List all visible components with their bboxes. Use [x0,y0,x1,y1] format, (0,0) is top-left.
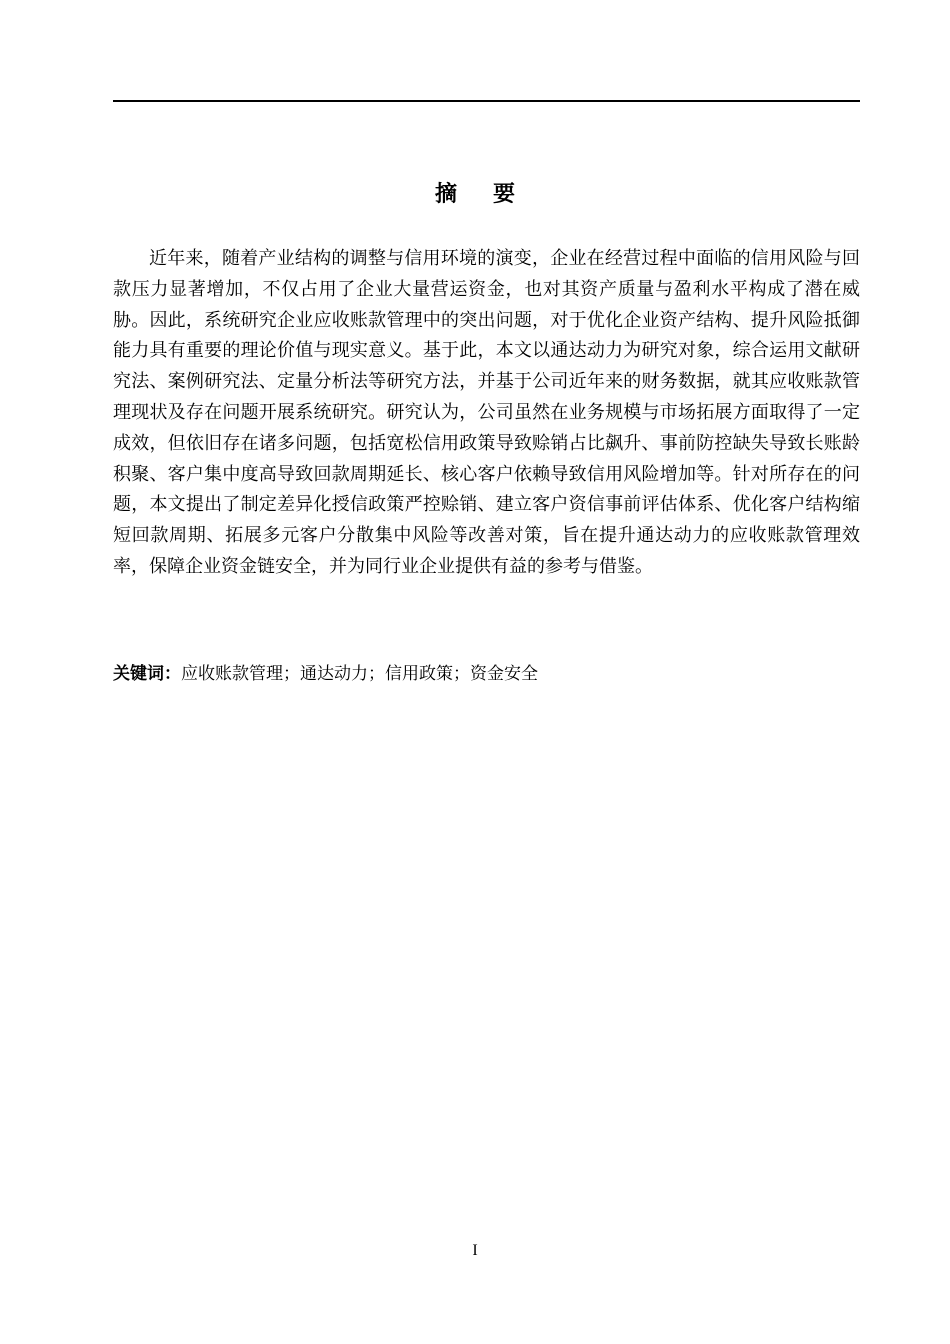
page-number: I [472,1242,478,1259]
keywords-label: 关键词： [113,664,181,684]
header-rule [113,100,860,102]
abstract-body: 近年来，随着产业结构的调整与信用环境的演变，企业在经营过程中面临的信用风险与回款压力显著增加，不仅占用了企业大量营运资金，也对其资产质量与盈利水平构成了潜在威胁。因此，系统研究企业应收账款管理中的突出问题，对于优化企业资产结构、提升风险抵御能力具有重要的理论价值与现实意义。基于此，本文以通达动力为研究对象，综合运用文献研究法、案例研究法、定量分析法等研究方法，并基于公司近年来的财务数据，就其应收账款管理现状及存在问题开展系统研究。研究认为，公司虽然在业务规模与市场拓展方面取得了一定成效，但依旧存在诸多问题，包括宽松信用政策导致赊销占比飙升、事前防控缺失导致长账龄积聚、客户集中度高导致回款周期延长、核心客户依赖导致信用风险增加等。针对所存在的问题，本文提出了制定差异化授信政策严控赊销、建立客户资信事前评估体系、优化客户结构缩短回款周期、拓展多元客户分散集中风险等改善对策，旨在提升通达动力的应收账款管理效率，保障企业资金链安全，并为同行业企业提供有益的参考与借鉴。 [113,248,860,577]
abstract-title-char-2: 要 [493,182,516,207]
keywords-line [113,660,860,688]
keywords-value: 应收账款管理；通达动力；信用政策；资金安全 [181,664,538,684]
abstract-title [0,180,950,210]
abstract-title-char-1: 摘 [434,182,457,207]
